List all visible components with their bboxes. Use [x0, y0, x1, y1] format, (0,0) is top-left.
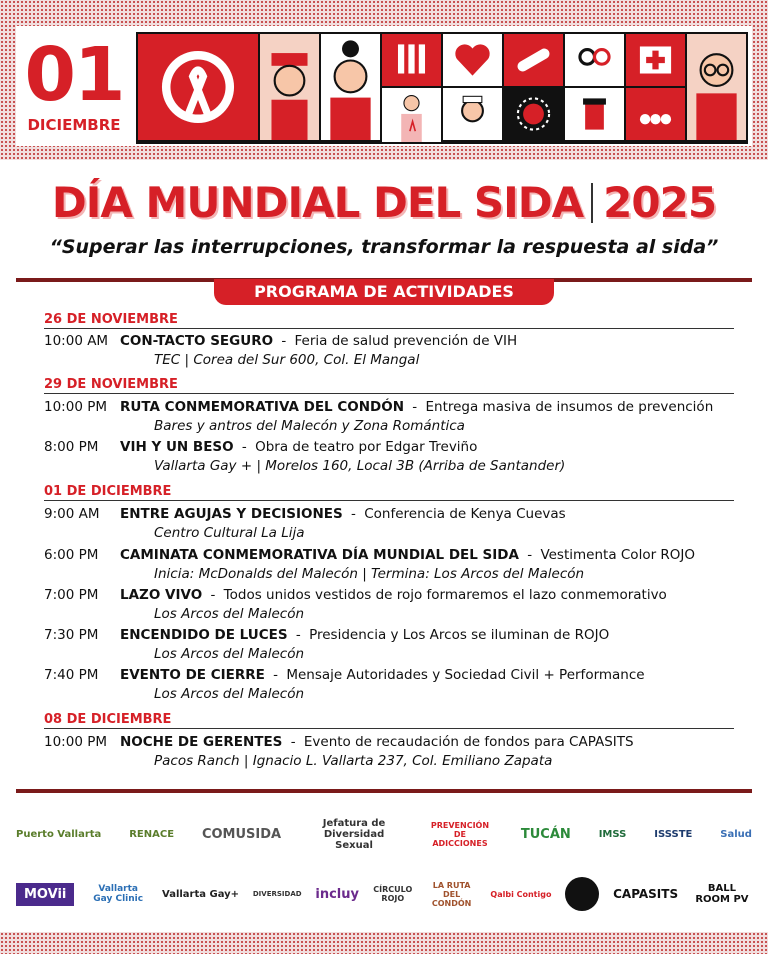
sponsors-row-2 — [16, 872, 752, 916]
event-item: 9:00 AM ENTRE AGUJAS Y DECISIONES - Conferencia de Kenya Cuevas Centro Cultural La Lija — [44, 506, 744, 541]
event-desc: Presidencia y Los Arcos se iluminan de ROJO — [309, 627, 610, 643]
day-heading: 26 DE NOVIEMBRE — [44, 312, 734, 329]
event-item: 7:30 PM ENCENDIDO DE LUCES - Presidencia y Los Arcos se iluminan de ROJO Los Arcos del Malecón — [44, 627, 744, 662]
sponsor-logo: Jefatura de Diversidad Sexual — [322, 817, 386, 851]
event-desc: Conferencia de Kenya Cuevas — [364, 506, 566, 522]
day-heading: 08 DE DICIEMBRE — [44, 712, 734, 729]
event-location: Los Arcos del Malecón — [154, 686, 305, 702]
sponsor-logo-emblem — [565, 877, 599, 911]
page-title — [0, 178, 768, 227]
sponsor-logo: LA RUTA DEL CONDÓN — [431, 880, 472, 908]
dotted-background-bottom — [0, 932, 768, 954]
date-day: 01 — [24, 32, 124, 118]
program-banner: PROGRAMA DE ACTIVIDADES — [214, 279, 554, 305]
illustration-mosaic — [136, 32, 748, 144]
event-desc: Vestimenta Color ROJO — [540, 547, 696, 563]
event-item: 6:00 PM CAMINATA CONMEMORATIVA DÍA MUNDIAL DEL SIDA - Vestimenta Color ROJO Inicia: McDonalds del Malecón | Termina: Los Arcos del Malecón — [44, 547, 744, 582]
event-item: 10:00 PM RUTA CONMEMORATIVA DEL CONDÓN - Entrega masiva de insumos de prevención Bares y antros del Malecón y Zona Romántica — [44, 399, 744, 434]
event-time: 7:40 PM — [44, 667, 99, 683]
day-heading: 01 DE DICIEMBRE — [44, 484, 734, 501]
event-location: Inicia: McDonalds del Malecón | Termina: Los Arcos del Malecón — [154, 566, 585, 582]
sponsor-logo: RENACE — [129, 828, 175, 840]
event-time: 7:30 PM — [44, 627, 99, 643]
event-name: ENTRE AGUJAS Y DECISIONES — [120, 506, 343, 522]
sponsor-logo: Salud — [720, 828, 752, 840]
event-item: 7:40 PM EVENTO DE CIERRE - Mensaje Autoridades y Sociedad Civil + Performance Los Arcos del Malecón — [44, 667, 744, 702]
sponsor-logo: Vallarta Gay+ — [162, 888, 240, 900]
event-name: RUTA CONMEMORATIVA DEL CONDÓN — [120, 399, 405, 415]
event-name: EVENTO DE CIERRE — [120, 667, 265, 683]
event-desc: Evento de recaudación de fondos para CAPASITS — [303, 734, 634, 750]
event-name: ENCENDIDO DE LUCES — [120, 627, 288, 643]
heart-icon — [443, 34, 502, 86]
sponsor-logo: Puerto Vallarta — [16, 828, 102, 840]
person-cap-icon — [260, 34, 319, 140]
page-subtitle: “Superar las interrupciones, transformar la respuesta al sida” — [49, 236, 719, 258]
event-time: 10:00 PM — [44, 399, 107, 415]
event-location: Bares y antros del Malecón y Zona Romántica — [154, 418, 465, 434]
person-bun-icon — [321, 34, 380, 140]
event-time: 7:00 PM — [44, 587, 99, 603]
event-desc: Feria de salud prevención de VIH — [294, 333, 518, 349]
medical-kit-icon — [626, 34, 685, 86]
event-time: 6:00 PM — [44, 547, 99, 563]
event-item: 7:00 PM LAZO VIVO - Todos unidos vestidos de rojo formaremos el lazo conmemorativo Los Arcos del Malecón — [44, 587, 744, 622]
virus-icon — [504, 88, 563, 140]
sponsor-logo: CAPASITS — [613, 887, 679, 901]
sponsor-logo: ISSSTE — [654, 828, 693, 840]
nurse-icon — [443, 88, 502, 140]
event-location: Pacos Ranch | Ignacio L. Vallarta 237, Col. Emiliano Zapata — [154, 753, 553, 769]
sponsor-logo: Vallarta Gay Clinic — [93, 884, 144, 904]
event-location: Centro Cultural La Lija — [154, 525, 305, 541]
sponsor-logo: Qalbi Contigo — [490, 889, 552, 899]
event-location: Los Arcos del Malecón — [154, 606, 305, 622]
date-badge — [18, 32, 130, 140]
pill-bottle-icon — [565, 88, 624, 140]
event-location: Los Arcos del Malecón — [154, 646, 305, 662]
event-time: 10:00 AM — [44, 333, 109, 349]
event-name: CAMINATA CONMEMORATIVA DÍA MUNDIAL DEL SIDA — [120, 547, 519, 563]
bandage-icon — [504, 34, 563, 86]
person-ribbon-icon — [382, 88, 441, 142]
day-heading: 29 DE NOVIEMBRE — [44, 377, 734, 394]
sponsors-row-1 — [16, 812, 752, 856]
red-ribbon-icon — [138, 34, 258, 140]
event-location: Vallarta Gay + | Morelos 160, Local 3B (Arriba de Santander) — [154, 458, 566, 474]
gender-symbols-icon — [565, 34, 624, 86]
divider-bottom — [16, 789, 752, 793]
hearts-icon — [626, 88, 685, 140]
sponsor-logo: BALL ROOM PV — [695, 883, 749, 905]
event-item: 10:00 AM CON-TACTO SEGURO - Feria de salud prevención de VIH TEC | Corea del Sur 600, Col. El Mangal — [44, 333, 744, 368]
event-name: CON-TACTO SEGURO — [120, 333, 274, 349]
sponsor-logo: PREVENCIÓN DE ADICCIONES — [430, 820, 490, 848]
event-time: 9:00 AM — [44, 506, 100, 522]
event-item: 10:00 PM NOCHE DE GERENTES - Evento de recaudación de fondos para CAPASITS Pacos Ranch | Ignacio L. Vallarta 237, Col. Emiliano Zapata — [44, 734, 744, 769]
test-tubes-icon — [382, 34, 441, 86]
person-glasses-icon — [687, 34, 746, 140]
title-main: DÍA MUNDIAL DEL SIDA — [51, 178, 584, 227]
title-separator — [591, 183, 593, 223]
event-time: 8:00 PM — [44, 439, 99, 455]
sponsor-logo: CÍRCULO ROJO — [373, 885, 413, 903]
title-year: 2025 — [603, 178, 717, 227]
date-month: DICIEMBRE — [27, 116, 121, 134]
sponsor-logo: IMSS — [598, 828, 627, 840]
event-desc: Todos unidos vestidos de rojo formaremos el lazo conmemorativo — [223, 587, 667, 603]
event-desc: Mensaje Autoridades y Sociedad Civil + Performance — [286, 667, 645, 683]
event-location: TEC | Corea del Sur 600, Col. El Mangal — [154, 352, 420, 368]
sponsor-logo: incluy — [315, 886, 359, 902]
event-item: 8:00 PM VIH Y UN BESO - Obra de teatro por Edgar Treviño Vallarta Gay + | Morelos 160, Local 3B (Arriba de Santander) — [44, 439, 744, 474]
event-desc: Obra de teatro por Edgar Treviño — [255, 439, 478, 455]
event-name: VIH Y UN BESO — [120, 439, 234, 455]
sponsor-logo: COMUSIDA — [201, 826, 282, 842]
event-desc: Entrega masiva de insumos de prevención — [425, 399, 714, 415]
event-name: NOCHE DE GERENTES — [120, 734, 283, 750]
event-time: 10:00 PM — [44, 734, 107, 750]
sponsor-logo: TUCÁN — [520, 826, 571, 842]
sponsor-logo: MOVii — [16, 883, 74, 906]
sponsor-logo: DIVERSIDAD — [252, 890, 302, 898]
event-name: LAZO VIVO — [120, 587, 203, 603]
